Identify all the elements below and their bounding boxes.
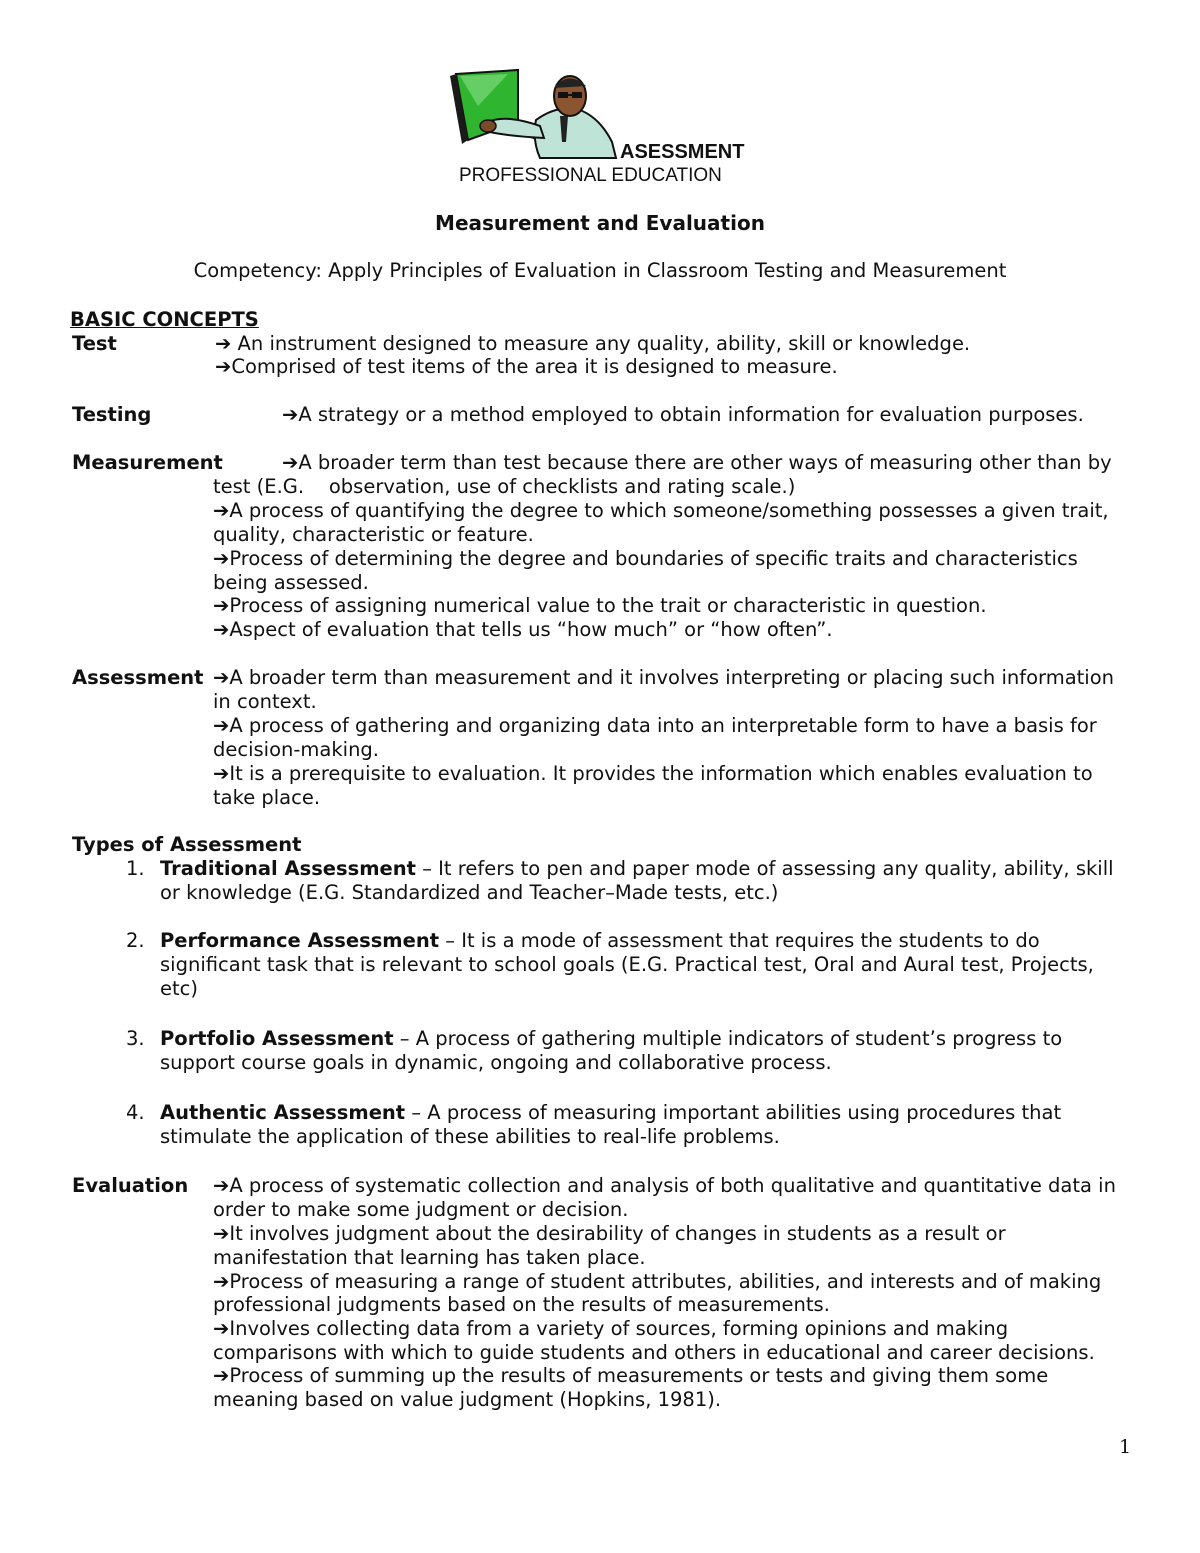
assessment-def-3: ➔It is a prerequisite to evaluation. It provides the information which enables evaluation to	[213, 762, 1093, 785]
measurement-def-4: ➔Process of assigning numerical value to the trait or characteristic in question.	[213, 594, 987, 617]
arrow-icon: ➔	[213, 594, 230, 617]
measurement-def-2: ➔A process of quantifying the degree to which someone/something possesses a given trait,	[213, 499, 1109, 522]
measurement-def-3b: being assessed.	[213, 571, 369, 594]
evaluation-def-2: ➔It involves judgment about the desirability of changes in students as a result or	[213, 1222, 1006, 1245]
type-item-line: Performance Assessment – It is a mode of assessment that requires the students to do	[160, 929, 1040, 952]
measurement-def-3: ➔Process of determining the degree and boundaries of specific traits and characteristics	[213, 547, 1078, 570]
teacher-clipart	[448, 66, 628, 162]
evaluation-def-3: ➔Process of measuring a range of student attributes, abilities, and interests and of making	[213, 1270, 1102, 1293]
section-title: BASIC CONCEPTS	[70, 308, 259, 331]
arrow-icon: ➔	[213, 547, 230, 570]
doc-heading: Measurement and Evaluation	[435, 211, 765, 235]
doc-subtitle: PROFESSIONAL EDUCATION	[459, 165, 722, 186]
measurement-def-1b: test (E.G. observation, use of checklists and rating scale.)	[213, 475, 796, 498]
testing-def-1: ➔A strategy or a method employed to obtain information for evaluation purposes.	[282, 403, 1084, 426]
test-def-1: ➔ An instrument designed to measure any quality, ability, skill or knowledge.	[215, 332, 971, 355]
type-item-line: Authentic Assessment – A process of measuring important abilities using procedures that	[160, 1101, 1062, 1124]
term-testing: Testing	[72, 403, 152, 426]
type-item-num: 2.	[126, 929, 145, 952]
type-item-num: 4.	[126, 1101, 145, 1124]
type-item-line: or knowledge (E.G. Standardized and Teacher–Made tests, etc.)	[160, 881, 779, 904]
arrow-icon: ➔	[215, 332, 232, 355]
arrow-icon: ➔	[213, 714, 230, 737]
assessment-def-1: ➔A broader term than measurement and it involves interpreting or placing such information	[213, 666, 1114, 689]
arrow-icon: ➔	[213, 1364, 230, 1387]
evaluation-def-4: ➔Involves collecting data from a variety of sources, forming opinions and making	[213, 1317, 1009, 1340]
type-item-line: stimulate the application of these abilities to real-life problems.	[160, 1125, 780, 1148]
arrow-icon: ➔	[213, 762, 230, 785]
measurement-def-2b: quality, characteristic or feature.	[213, 523, 534, 546]
evaluation-def-2b: manifestation that learning has taken place.	[213, 1246, 646, 1269]
arrow-icon: ➔	[213, 1174, 230, 1197]
measurement-def-5: ➔Aspect of evaluation that tells us “how much” or “how often”.	[213, 618, 833, 641]
evaluation-def-1b: order to make some judgment or decision.	[213, 1198, 629, 1221]
evaluation-def-1: ➔A process of systematic collection and analysis of both qualitative and quantitative data in	[213, 1174, 1116, 1197]
doc-title: ASESSMENT	[620, 141, 745, 163]
arrow-icon: ➔	[213, 1222, 230, 1245]
types-title: Types of Assessment	[72, 833, 302, 856]
arrow-icon: ➔	[213, 499, 230, 522]
competency-line: Competency: Apply Principles of Evaluation in Classroom Testing and Measurement	[193, 259, 1007, 282]
assessment-def-1b: in context.	[213, 690, 317, 713]
type-item-line: support course goals in dynamic, ongoing and collaborative process.	[160, 1051, 832, 1074]
arrow-icon: ➔	[282, 451, 299, 474]
assessment-def-2b: decision-making.	[213, 738, 380, 761]
evaluation-def-3b: professional judgments based on the results of measurements.	[213, 1293, 830, 1316]
arrow-icon: ➔	[282, 403, 299, 426]
arrow-icon: ➔	[213, 618, 230, 641]
arrow-icon: ➔	[213, 1270, 230, 1293]
arrow-icon: ➔	[215, 355, 232, 378]
arrow-icon: ➔	[213, 666, 230, 689]
type-item-line: significant task that is relevant to school goals (E.G. Practical test, Oral and Aural test, Projects,	[160, 953, 1094, 976]
type-item-line: Portfolio Assessment – A process of gathering multiple indicators of student’s progress to	[160, 1027, 1063, 1050]
term-test: Test	[72, 332, 117, 355]
assessment-def-2: ➔A process of gathering and organizing data into an interpretable form to have a basis for	[213, 714, 1097, 737]
assessment-def-3b: take place.	[213, 786, 321, 809]
type-item-line: etc)	[160, 977, 198, 1000]
measurement-def-1: ➔A broader term than test because there are other ways of measuring other than by	[282, 451, 1112, 474]
evaluation-def-4b: comparisons with which to guide students and others in educational and career decisions.	[213, 1341, 1095, 1364]
arrow-icon: ➔	[213, 1317, 230, 1340]
evaluation-def-5b: meaning based on value judgment (Hopkins, 1981).	[213, 1388, 722, 1411]
type-item-num: 3.	[126, 1027, 145, 1050]
term-evaluation: Evaluation	[72, 1174, 189, 1197]
type-item-line: Traditional Assessment – It refers to pen and paper mode of assessing any quality, ability, skill	[160, 857, 1114, 880]
test-def-2: ➔Comprised of test items of the area it is designed to measure.	[215, 355, 838, 378]
term-measurement: Measurement	[72, 451, 223, 474]
evaluation-def-5: ➔Process of summing up the results of measurements or tests and giving them some	[213, 1364, 1049, 1387]
type-item-num: 1.	[126, 857, 145, 880]
page-number: 1	[1119, 1436, 1132, 1458]
term-assessment: Assessment	[72, 666, 204, 689]
